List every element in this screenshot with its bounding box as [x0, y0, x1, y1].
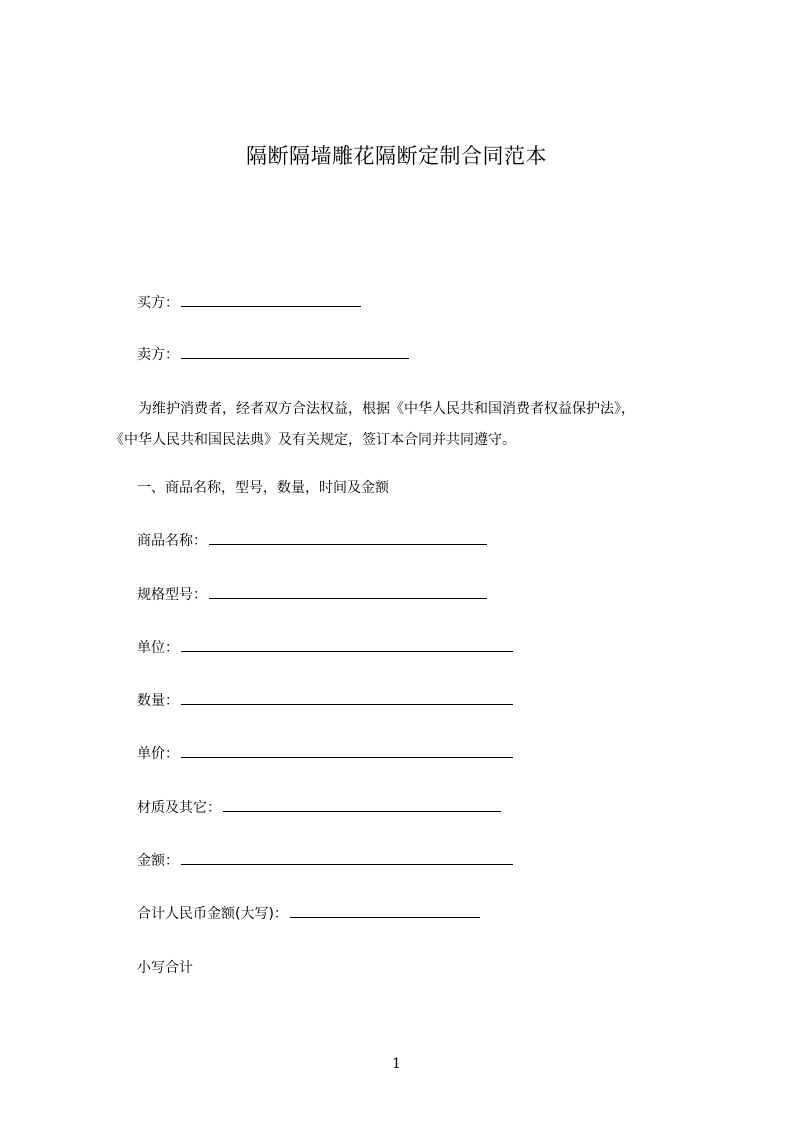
- total-rmb-capital-blank[interactable]: [290, 903, 480, 918]
- intro-paragraph: [110, 394, 700, 456]
- section1-heading: 一、商品名称，型号，数量，时间及金额: [137, 480, 389, 496]
- quantity-blank[interactable]: [181, 690, 513, 705]
- material-other-line: [137, 796, 501, 820]
- material-other-blank[interactable]: [223, 797, 501, 812]
- buyer-line: [137, 291, 361, 315]
- unit-label: 单位：: [137, 640, 179, 656]
- spec-model-line: [137, 583, 487, 607]
- buyer-label: 买方：: [137, 295, 179, 311]
- total-rmb-capital-label: 合计人民币金额(大写)：: [137, 906, 288, 922]
- product-name-label: 商品名称：: [137, 533, 207, 549]
- quantity-label: 数量：: [137, 693, 179, 709]
- lowercase-total: 小写合计: [137, 960, 193, 976]
- unit-price-blank[interactable]: [181, 743, 513, 758]
- buyer-blank[interactable]: [181, 292, 361, 307]
- amount-blank[interactable]: [181, 850, 513, 865]
- seller-line: [137, 343, 409, 367]
- document-title: 隔断隔墙雕花隔断定制合同范本: [246, 144, 547, 168]
- product-name-blank[interactable]: [209, 530, 487, 545]
- page-number: 1: [392, 1056, 401, 1072]
- product-name-line: [137, 529, 487, 553]
- seller-label: 卖方：: [137, 347, 179, 363]
- intro-line-1: 为维护消费者，经者双方合法权益，根据《中华人民共和国消费者权益保护法》，: [138, 401, 635, 417]
- amount-line: [137, 849, 513, 873]
- quantity-line: [137, 689, 513, 713]
- unit-line: [137, 636, 513, 660]
- total-rmb-capital-line: [137, 902, 480, 926]
- material-other-label: 材质及其它：: [137, 800, 221, 816]
- seller-blank[interactable]: [181, 344, 409, 359]
- unit-price-label: 单价：: [137, 746, 179, 762]
- unit-price-line: [137, 742, 513, 766]
- spec-model-label: 规格型号：: [137, 587, 207, 603]
- intro-line-2: 《中华人民共和国民法典》及有关规定，签订本合同并共同遵守。: [110, 432, 516, 448]
- amount-label: 金额：: [137, 853, 179, 869]
- spec-model-blank[interactable]: [209, 584, 487, 599]
- unit-blank[interactable]: [181, 637, 513, 652]
